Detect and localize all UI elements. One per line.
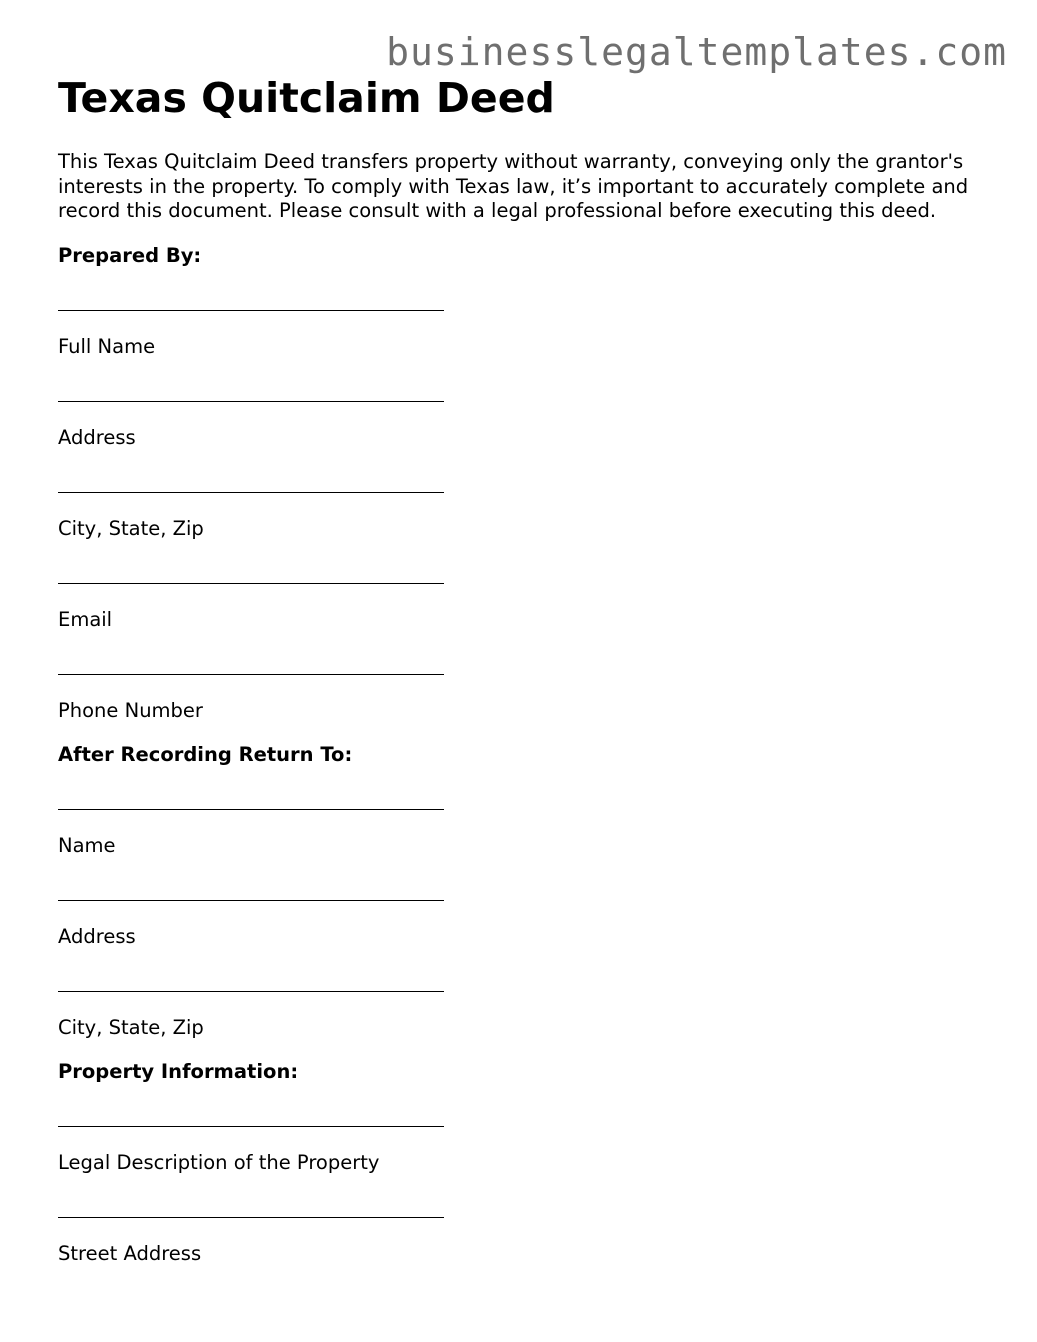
- prepared-by-phone-field: [58, 673, 988, 723]
- field-label: Address: [58, 924, 136, 948]
- field-label: Address: [58, 425, 136, 449]
- property-street-address-field: [58, 1216, 988, 1266]
- signature-line[interactable]: [58, 990, 444, 992]
- return-to-name-field: [58, 808, 988, 858]
- document-body: [58, 72, 988, 1266]
- prepared-by-city-state-zip-field: [58, 491, 988, 541]
- signature-line[interactable]: [58, 1216, 444, 1218]
- intro-paragraph: This Texas Quitclaim Deed transfers property without warranty, conveying only the grantor's interests in the property. To comply with Texas law, it’s important to accurately complete and record this document. Please consult with a legal professional before executing this deed.: [58, 150, 969, 222]
- field-label: Street Address: [58, 1241, 202, 1265]
- prepared-by-heading: Prepared By:: [58, 243, 202, 267]
- field-label: City, State, Zip: [58, 516, 204, 540]
- property-info-heading: Property Information:: [58, 1059, 299, 1083]
- field-label: Full Name: [58, 334, 156, 358]
- signature-line[interactable]: [58, 491, 444, 493]
- prepared-by-address-field: [58, 400, 988, 450]
- return-to-city-state-zip-field: [58, 990, 988, 1040]
- watermark: businesslegaltemplates.com: [386, 30, 1007, 74]
- signature-line[interactable]: [58, 673, 444, 675]
- signature-line[interactable]: [58, 899, 444, 901]
- field-label: Phone Number: [58, 698, 203, 722]
- field-label: Legal Description of the Property: [58, 1150, 380, 1174]
- return-to-address-field: [58, 899, 988, 949]
- signature-line[interactable]: [58, 582, 444, 584]
- document-title: Texas Quitclaim Deed: [58, 74, 555, 122]
- signature-line[interactable]: [58, 1125, 444, 1127]
- signature-line[interactable]: [58, 309, 444, 311]
- return-to-heading: After Recording Return To:: [58, 742, 353, 766]
- field-label: Email: [58, 607, 113, 631]
- field-label: City, State, Zip: [58, 1015, 204, 1039]
- field-label: Name: [58, 833, 116, 857]
- property-legal-description-field: [58, 1125, 988, 1175]
- prepared-by-full-name-field: [58, 309, 988, 359]
- signature-line[interactable]: [58, 808, 444, 810]
- signature-line[interactable]: [58, 400, 444, 402]
- prepared-by-email-field: [58, 582, 988, 632]
